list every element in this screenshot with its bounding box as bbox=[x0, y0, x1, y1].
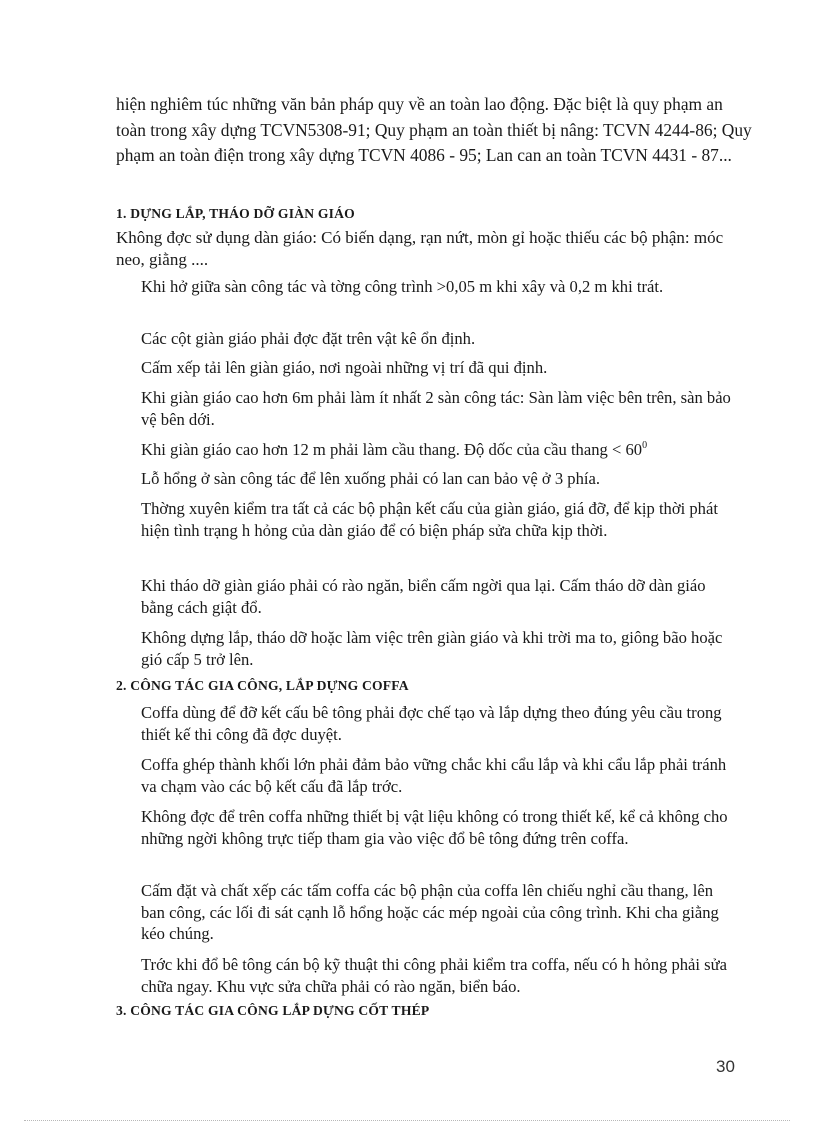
section-2-item: Không đợc để trên coffa những thiết bị vật liệu không có trong thiết kế, kể cả không cho những ngời không trực tiếp tham gia vào việc đổ bê tông đứng trên coffa. bbox=[141, 807, 728, 848]
section-1-lead: Không đợc sử dụng dàn giáo: Có biến dạng, rạn nứt, mòn gỉ hoặc thiếu các bộ phận: móc neo, giằng .... bbox=[116, 228, 724, 269]
section-1-item-stair-slope bbox=[141, 439, 741, 461]
section-3-heading: 3. CÔNG TÁC GIA CÔNG LẮP DỰNG CỐT THÉP bbox=[116, 1003, 430, 1018]
footer-divider bbox=[24, 1120, 790, 1121]
section-2-item: Cấm đặt và chất xếp các tấm coffa các bộ phận của coffa lên chiếu nghỉ cầu thang, lên ban công, các lối đi sát cạnh lỗ hổng hoặc các mép ngoài của công trình. Khi cha giằng kéo chúng. bbox=[141, 881, 719, 943]
stair-slope-text: Khi giàn giáo cao hơn 12 m phải làm cầu thang. Độ dốc của cầu thang < 60 bbox=[141, 440, 643, 459]
section-2-item: Coffa dùng để đỡ kết cấu bê tông phải đợc chế tạo và lắp dựng theo đúng yêu cầu trong thiết kế thi công đã đợc duyệt. bbox=[141, 703, 722, 744]
intro-paragraph: hiện nghiêm túc những văn bản pháp quy về an toàn lao động. Đặc biệt là quy phạm an toàn trong xây dựng TCVN5308-91; Quy phạm an toàn thiết bị nâng: TCVN 4244-86; Quy phạm an toàn điện trong xây dựng TCVN 4086 - 95; Lan can an toàn TCVN 4431 - 87... bbox=[116, 94, 752, 165]
section-1-item: Không dựng lắp, tháo dỡ hoặc làm việc trên giàn giáo và khi trời ma to, giông bão hoặc gió cấp 5 trở lên. bbox=[141, 628, 723, 669]
section-2-item: Trớc khi đổ bê tông cán bộ kỹ thuật thi công phải kiểm tra coffa, nếu có h hỏng phải sửa chữa ngay. Khu vực sửa chữa phải có rào ngăn, biển báo. bbox=[141, 955, 727, 996]
section-1-heading: 1. DỰNG LẮP, THÁO DỠ GIÀN GIÁO bbox=[116, 206, 355, 221]
degree-superscript: 0 bbox=[642, 440, 648, 451]
section-1-item: Các cột giàn giáo phải đợc đặt trên vật kê ổn định. bbox=[141, 329, 476, 348]
section-1-item: Lỗ hổng ở sàn công tác để lên xuống phải có lan can bảo vệ ở 3 phía. bbox=[141, 469, 600, 488]
section-1-item: Cấm xếp tải lên giàn giáo, nơi ngoài những vị trí đã qui định. bbox=[141, 358, 548, 377]
section-1-item: Khi hở giữa sàn công tác và tờng công trình >0,05 m khi xây và 0,2 m khi trát. bbox=[141, 277, 664, 296]
section-1-item: Khi giàn giáo cao hơn 6m phải làm ít nhất 2 sàn công tác: Sàn làm việc bên trên, sàn bảo vệ bên dới. bbox=[141, 388, 731, 429]
page-number: 30 bbox=[716, 1057, 735, 1076]
section-2-item: Coffa ghép thành khối lớn phải đảm bảo vững chắc khi cẩu lắp và khi cẩu lắp phải tránh va chạm vào các bộ kết cấu đã lắp trớc. bbox=[141, 755, 727, 796]
section-1-item: Thờng xuyên kiểm tra tất cả các bộ phận kết cấu của giàn giáo, giá đỡ, để kịp thời phát hiện tình trạng h hỏng của dàn giáo để có biện pháp sửa chữa kịp thời. bbox=[141, 499, 718, 540]
section-2-heading: 2. CÔNG TÁC GIA CÔNG, LẮP DỰNG COFFA bbox=[116, 678, 409, 693]
section-1-item: Khi tháo dỡ giàn giáo phải có rào ngăn, biển cấm ngời qua lại. Cấm tháo dỡ dàn giáo bằng cách giật đổ. bbox=[141, 576, 706, 617]
